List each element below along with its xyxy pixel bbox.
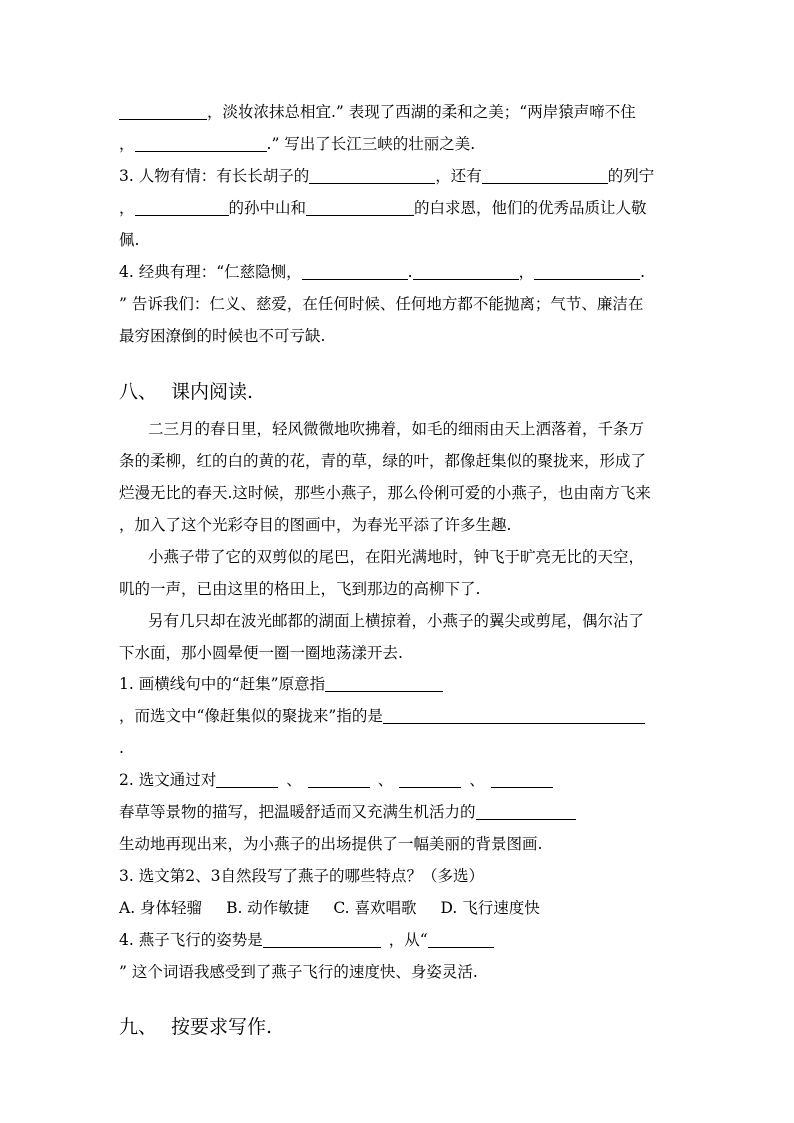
option-b[interactable]: B. 动作敏捷 [226,899,310,917]
answer-blank[interactable] [309,167,435,184]
q4-line3: 最穷困潦倒的时候也不可亏缺. [119,327,326,345]
answer-blank[interactable] [135,135,267,152]
answer-blank[interactable] [491,771,553,788]
p1-line1: ，淡妆浓抹总相宜.” 表现了西湖的柔和之美；“两岸猿声啼不住 [119,102,636,122]
question-1-line3: . [119,739,124,757]
p1-line2: ， .” 写出了长江三峡的壮丽之美. [119,135,476,153]
answer-blank[interactable] [482,167,608,184]
question-4-line2: ” 这个词语我感受到了燕子飞行的速度快、身姿灵活. [119,963,478,981]
answer-blank[interactable] [399,771,461,788]
q3-line3: 佩. [119,231,140,249]
answer-blank[interactable] [383,707,645,724]
answer-blank[interactable] [413,263,519,280]
answer-blank[interactable] [302,263,408,280]
answer-blank[interactable] [325,675,443,692]
answer-blank[interactable] [476,803,576,820]
question-2-line3: 生动地再现出来，为小燕子的出场提供了一幅美丽的背景图画. [119,835,543,853]
passage-line: 小燕子带了它的双剪似的尾巴，在阳光满地时，钟飞于旷亮无比的天空， [148,548,645,566]
q4-line1: 4. 经典有理：“仁慈隐恻， . ， . [119,263,646,281]
passage-line: 条的柔柳，红的白的黄的花，青的草，绿的叶，都像赶集似的聚拢来，形成了 [119,452,647,470]
question-2-line2: 春草等景物的描写，把温暖舒适而又充满生机活力的 [119,802,576,822]
passage-line: 烂漫无比的春天.这时候，那些小燕子，那么伶俐可爱的小燕子，也由南方飞来 [119,484,651,502]
passage-line: 二三月的春日里，轻风微微地吹拂着，如毛的细雨由天上洒落着，千条万 [148,420,645,438]
answer-blank[interactable] [119,103,207,120]
passage-line: 叽的一声，已由这里的格田上，飞到那边的高柳下了. [119,580,481,598]
section-9-heading: 九、 按要求写作. [119,1016,273,1038]
q3-line2: ， 的孙中山和 的白求恩，他们的优秀品质让人敬 [119,199,647,217]
answer-blank[interactable] [216,771,278,788]
option-c[interactable]: C. 喜欢唱歌 [333,899,417,917]
answer-blank[interactable] [306,199,414,216]
answer-blank[interactable] [263,931,381,948]
passage-line: 下水面，那小圆晕便一圈一圈地荡漾开去. [119,644,403,662]
answer-blank[interactable] [428,931,494,948]
q4-line2: ” 告诉我们：仁义、慈爱，在任何时候、任何地方都不能抛离；气节、廉洁在 [119,295,644,313]
answer-blank[interactable] [308,771,370,788]
answer-blank[interactable] [135,199,229,216]
q3-line1: 3. 人物有情：有长长胡子的 ，还有 的列宁 [119,167,655,185]
question-1-line2: ，而选文中“像赶集似的聚拢来”指的是 [119,706,645,726]
question-1-line1: 1. 画横线句中的“赶集”原意指 [119,674,443,694]
option-a[interactable]: A. 身体轻骝 [119,899,203,917]
section-8-heading: 八、 课内阅读. [119,381,254,403]
passage-line: 另有几只却在波光邮都的湖面上横掠着，小燕子的翼尖或剪尾，偶尔沾了 [148,612,645,630]
question-2-line1: 2. 选文通过对 、 、 、 [119,770,553,790]
question-3-options [119,898,540,918]
question-4-line1: 4. 燕子飞行的姿势是 ，从“ [119,930,494,950]
option-d[interactable]: D. 飞行速度快 [440,899,540,917]
passage-line: ，加入了这个光彩夺目的图画中，为春光平添了许多生趣. [119,516,512,534]
answer-blank[interactable] [534,263,640,280]
question-3-line1: 3. 选文第2、3自然段写了燕子的哪些特点？（多选） [119,867,484,885]
